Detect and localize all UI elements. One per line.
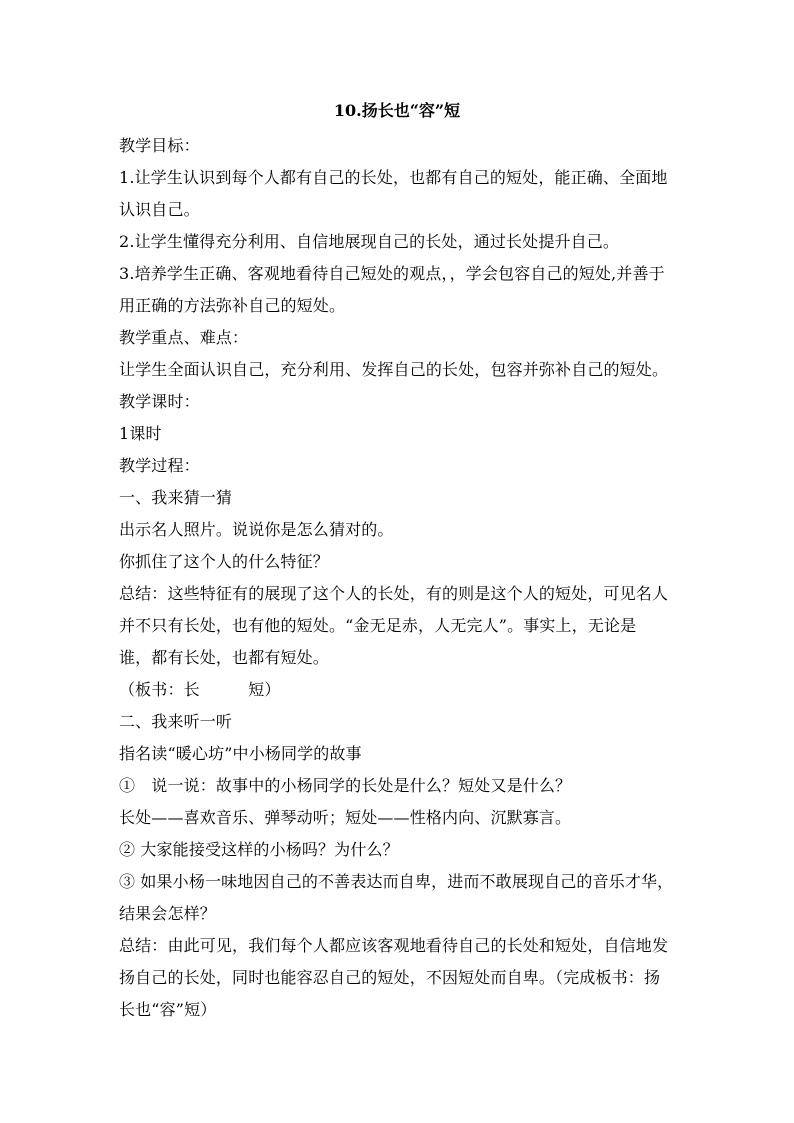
question-3-line-2: 结果会怎样？ [119,904,216,923]
part-one-text-1: 出示名人照片。说说你是怎么猜对的。 [119,520,394,539]
section-heading-objectives: 教学目标： [119,136,200,155]
summary-1-line-2: 并不只有长处，也有他的短处。“金无足赤，人无完人”。事实上，无论是 [119,616,637,635]
document-title: 10.扬长也“容”短 [333,101,461,120]
document-body [119,130,679,1026]
objective-3-line-1: 3.培养学生正确、客观地看待自己短处的观点，，学会包容自己的短处,并善于 [119,264,665,283]
summary-2-line-1: 总结：由此可见，我们每个人都应该客观地看待自己的长处和短处，自信地发 [119,936,669,955]
part-one-heading: 一、我来猜一猜 [119,488,233,507]
objective-2: 2.让学生懂得充分利用、自信地展现自己的长处，通过长处提升自己。 [119,232,620,251]
part-two-text-1: 指名读“暖心坊”中小杨同学的故事 [119,744,362,763]
summary-2-line-3: 长也“容”短） [119,1000,217,1019]
answer-1: 长处——喜欢音乐、弹琴动听；短处——性格内向、沉默寡言。 [119,808,572,827]
objective-1-line-2: 认识自己。 [119,200,200,219]
section-heading-class-hours: 教学课时： [119,392,200,411]
key-points-text: 让学生全面认识自己，充分利用、发挥自己的长处，包容并弥补自己的短处。 [119,360,669,379]
summary-1-line-3: 谁，都有长处，也都有短处。 [119,648,329,667]
question-3-line-1: ③ 如果小杨一味地因自己的不善表达而自卑，进而不敢展现自己的音乐才华， [119,872,674,891]
class-hours-text: 1课时 [119,424,162,443]
objective-3-line-2: 用正确的方法弥补自己的短处。 [119,296,346,315]
question-2: ② 大家能接受这样的小杨吗？为什么？ [119,840,399,859]
question-1: ① 说一说：故事中的小杨同学的长处是什么？短处又是什么？ [119,776,572,795]
objective-1-line-1: 1.让学生认识到每个人都有自己的长处，也都有自己的短处，能正确、全面地 [119,168,668,187]
part-one-text-2: 你抓住了这个人的什么特征？ [119,552,329,571]
section-heading-key-points: 教学重点、难点： [119,328,249,347]
summary-2-line-2: 扬自己的长处，同时也能容忍自己的短处，不因短处而自卑。（完成板书：扬 [119,968,661,987]
blackboard-note-1: （板书：长 短） [119,680,281,699]
section-heading-process: 教学过程： [119,456,200,475]
summary-1-line-1: 总结：这些特征有的展现了这个人的长处，有的则是这个人的短处，可见名人 [119,584,669,603]
part-two-heading: 二、我来听一听 [119,712,233,731]
